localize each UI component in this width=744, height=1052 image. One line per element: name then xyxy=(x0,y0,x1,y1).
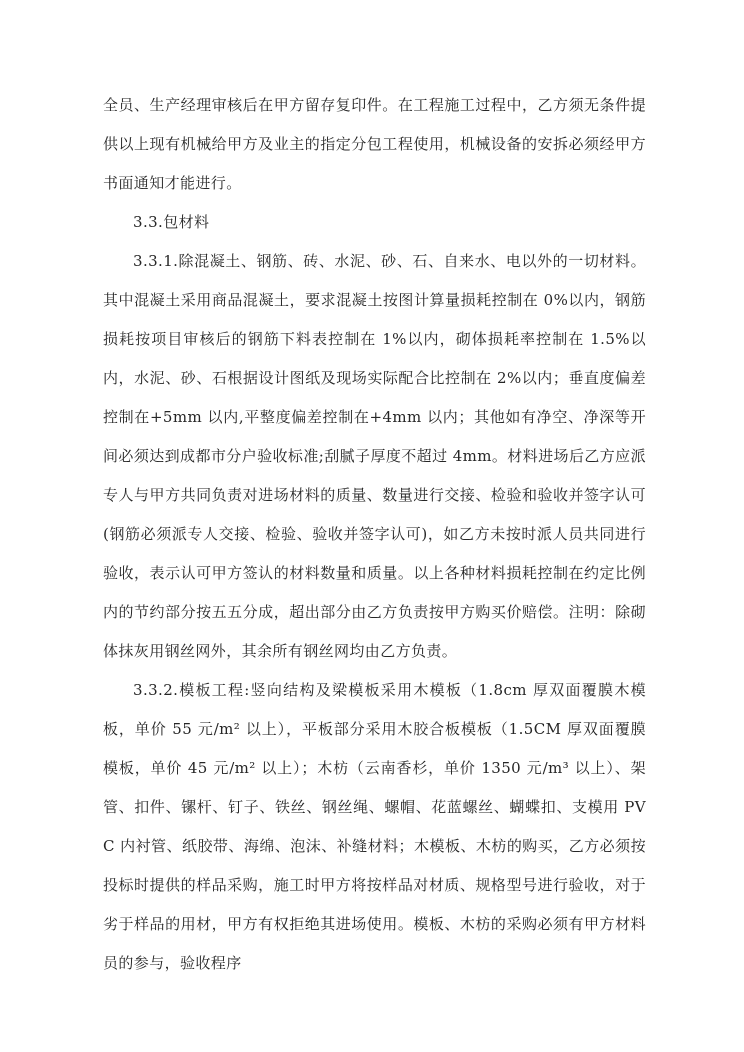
document-text-block xyxy=(103,86,646,983)
paragraph-machinery-clause: 全员、生产经理审核后在甲方留存复印件。在工程施工过程中，乙方须无条件提供以上现有机械给甲方及业主的指定分包工程使用，机械设备的安拆必须经甲方书面通知才能进行。 xyxy=(103,96,646,192)
clause-3-3-1-materials: 3.3.1.除混凝土、钢筋、砖、水泥、砂、石、自来水、电以外的一切材料。其中混凝土采用商品混凝土，要求混凝土按图计算量损耗控制在 0%以内，钢筋损耗按项目审核后的钢筋下料表控制在 1%以内，砌体损耗率控制在 1.5%以内，水泥、砂、石根据设计图纸及现场实际配合比控制在 2%以内；垂直度偏差控制在+5mm 以内,平整度偏差控制在+4mm 以内；其他如有净空、净深等开间必须达到成都市分户验收标准;刮腻子厚度不超过 4mm。材料进场后乙方应派专人与甲方共同负责对进场材料的质量、数量进行交接、检验和验收并签字认可(钢筋必须派专人交接、检验、验收并签字认可)，如乙方未按时派人员共同进行验收，表示认可甲方签认的材料数量和质量。以上各种材料损耗控制在约定比例内的节约部分按五五分成，超出部分由乙方负责按甲方购买价赔偿。注明：除砌体抹灰用钢丝网外，其余所有钢丝网均由乙方负责。 xyxy=(103,252,646,660)
clause-3-3-2-formwork: 3.3.2.模板工程:竖向结构及梁模板采用木模板（1.8cm 厚双面覆膜木模板，单价 55 元/m² 以上），平板部分采用木胶合板模板（1.5CM 厚双面覆膜模板，单价 45 元/m² 以上）；木枋（云南香杉，单价 1350 元/m³ 以上）、架管、扣件、镙杆、钉子、铁丝、钢丝绳、螺帽、花蓝螺丝、蝴蝶扣、支模用 PVC 内衬管、纸胶带、海绵、泡沫、补缝材料；木模板、木枋的购买，乙方必须按投标时提供的样品采购，施工时甲方将按样品对材质、规格型号进行验收，对于劣于样品的用材，甲方有权拒绝其进场使用。模板、木枋的采购必须有甲方材料员的参与，验收程序 xyxy=(103,681,646,972)
section-heading-3-3: 3.3.包材料 xyxy=(133,213,210,231)
